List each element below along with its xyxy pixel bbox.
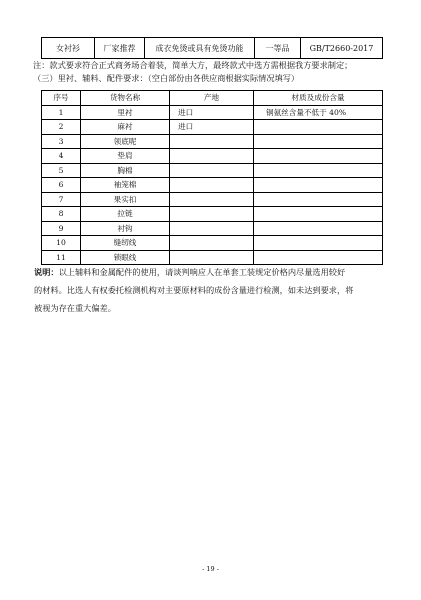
grade-cell: 一等品 xyxy=(255,38,301,59)
explanation-first-line xyxy=(34,263,385,281)
row-origin xyxy=(170,236,254,251)
header-no: 序号 xyxy=(42,91,81,106)
row-name: 果实扣 xyxy=(81,192,170,207)
row-name: 领底呢 xyxy=(81,134,170,149)
row-no: 1 xyxy=(42,105,81,120)
row-composition xyxy=(254,221,383,236)
row-no: 4 xyxy=(42,149,81,164)
explanation-paragraph xyxy=(34,263,385,317)
table-row xyxy=(42,163,383,178)
row-composition: 铜氨丝含量不低于 40% xyxy=(254,105,383,120)
source-cell: 厂家推荐 xyxy=(95,38,145,59)
table-row xyxy=(42,134,383,149)
row-name: 胸棉 xyxy=(81,163,170,178)
row-origin xyxy=(170,163,254,178)
table-header-row xyxy=(42,91,383,106)
table-row xyxy=(42,178,383,193)
row-origin xyxy=(170,207,254,222)
row-composition xyxy=(254,149,383,164)
header-name: 货物名称 xyxy=(81,91,170,106)
table-row xyxy=(42,221,383,236)
explanation-line2: 的材料。比选人有权委托检测机构对主要原材料的成份含量进行检测，如未达到要求，将 xyxy=(34,285,354,295)
row-origin: 进口 xyxy=(170,120,254,135)
row-no: 8 xyxy=(42,207,81,222)
row-origin xyxy=(170,149,254,164)
row-composition xyxy=(254,192,383,207)
feature-cell: 成衣免烫或具有免烫功能 xyxy=(145,38,255,59)
row-composition xyxy=(254,134,383,149)
row-no: 9 xyxy=(42,221,81,236)
row-origin xyxy=(170,134,254,149)
row-name: 锁眼线 xyxy=(81,250,170,265)
row-composition xyxy=(254,178,383,193)
row-no: 7 xyxy=(42,192,81,207)
explanation-line3: 被视为存在重大偏差。 xyxy=(34,303,116,313)
materials-table xyxy=(41,90,383,265)
row-name: 麻衬 xyxy=(81,120,170,135)
header-origin: 产地 xyxy=(170,91,254,106)
row-no: 10 xyxy=(42,236,81,251)
row-composition xyxy=(254,163,383,178)
table-row xyxy=(42,38,383,59)
row-no: 3 xyxy=(42,134,81,149)
table-row xyxy=(42,236,383,251)
row-name: 里衬 xyxy=(81,105,170,120)
row-no: 6 xyxy=(42,178,81,193)
table-row xyxy=(42,149,383,164)
row-name: 袖笼棉 xyxy=(81,178,170,193)
row-composition xyxy=(254,236,383,251)
explanation-line1: 以上辅料和金属配件的使用，请谈判响应人在单套工装规定价格内尽量选用较好 xyxy=(58,267,346,277)
standard-cell: GB/T2660-2017 xyxy=(301,38,383,59)
row-origin xyxy=(170,221,254,236)
table-row xyxy=(42,120,383,135)
table-row xyxy=(42,105,383,120)
materials-table-body xyxy=(42,105,383,265)
row-composition xyxy=(254,207,383,222)
row-composition xyxy=(254,120,383,135)
row-name: 衬钩 xyxy=(81,221,170,236)
product-cell: 女衬衫 xyxy=(42,38,95,59)
row-origin: 进口 xyxy=(170,105,254,120)
row-name: 缝纫线 xyxy=(81,236,170,251)
row-no: 5 xyxy=(42,163,81,178)
product-spec-table xyxy=(41,37,383,59)
row-name: 拉链 xyxy=(81,207,170,222)
table-row xyxy=(42,207,383,222)
row-no: 2 xyxy=(42,120,81,135)
row-origin xyxy=(170,192,254,207)
style-note: 注：款式要求符合正式商务场合着装，简单大方，最终款式中选方需根据我方要求制定； xyxy=(33,60,353,70)
section-title: （三）里衬、辅料、配件要求：（空白部份由各供应商根据实际情况填写） xyxy=(33,73,300,83)
header-composition: 材质及成份含量 xyxy=(254,91,383,106)
explanation-label: 说明： xyxy=(34,267,59,277)
row-name: 垫肩 xyxy=(81,149,170,164)
row-no: 11 xyxy=(42,250,81,265)
row-origin xyxy=(170,178,254,193)
page-number: - 19 - xyxy=(202,565,219,573)
table-row xyxy=(42,192,383,207)
